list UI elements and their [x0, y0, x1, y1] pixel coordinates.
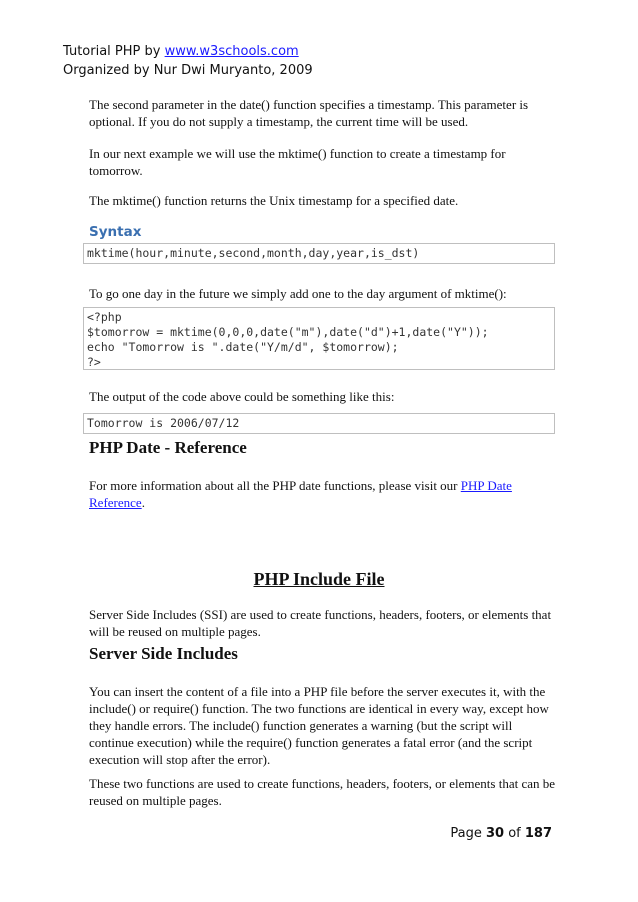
paragraph-timestamp: The second parameter in the date() function specifies a timestamp. This parameter is optional. If you do not supply a timestamp, the current time will be used. [89, 97, 529, 129]
php-date-reference-heading: PHP Date - Reference [89, 438, 247, 457]
paragraph-mktime-returns: The mktime() function returns the Unix timestamp for a specified date. [89, 193, 459, 208]
page-of: of [504, 826, 525, 841]
page-prefix: Page [450, 826, 486, 841]
paragraph-include-require: You can insert the content of a file into a PHP file before the server executes it, with the include() or require() function. The two functions are identical in every way, except how they handle errors. The include() function generates a warning (but the script will continue execution) while the require() function generates a fatal error (and the script execution will stop after the error). [89, 684, 549, 767]
paragraph-two-functions: These two functions are used to create functions, headers, footers, or elements that can be reused on multiple pages. [89, 776, 556, 808]
more-info-period: . [141, 495, 145, 510]
w3schools-link[interactable]: www.w3schools.com [164, 44, 299, 59]
paragraph-ssi-intro: Server Side Includes (SSI) are used to create functions, headers, footers, or elements that will be reused on multiple pages. [89, 607, 552, 639]
output-code-box: Tomorrow is 2006/07/12 [83, 413, 555, 434]
php-date-reference-link[interactable]: PHP Date Reference [89, 478, 512, 510]
syntax-heading: Syntax [89, 224, 142, 240]
paragraph-mktime-intro: In our next example we will use the mktime() function to create a timestamp for tomorrow. [89, 146, 506, 178]
server-side-includes-heading: Server Side Includes [89, 644, 238, 663]
paragraph-add-one-day: To go one day in the future we simply add one to the day argument of mktime(): [89, 286, 507, 301]
document-header [63, 42, 313, 80]
paragraph-more-info [89, 477, 559, 511]
php-include-file-title [0, 569, 638, 590]
header-line-1 [63, 42, 313, 61]
header-line-2: Organized by Nur Dwi Muryanto, 2009 [63, 63, 313, 78]
page-total: 187 [524, 826, 552, 841]
page-number [450, 826, 552, 841]
page-current: 30 [485, 826, 505, 841]
php-include-file-title-text: PHP Include File [253, 569, 385, 589]
more-info-text: For more information about all the PHP date functions, please visit our [89, 478, 461, 493]
example-code-box: <?php $tomorrow = mktime(0,0,0,date("m"),date("d")+1,date("Y")); echo "Tomorrow is ".date("Y/m/d", $tomorrow); ?> [83, 307, 555, 370]
syntax-code-box: mktime(hour,minute,second,month,day,year,is_dst) [83, 243, 555, 264]
header-prefix: Tutorial PHP by [63, 44, 165, 59]
paragraph-output: The output of the code above could be something like this: [89, 389, 395, 404]
